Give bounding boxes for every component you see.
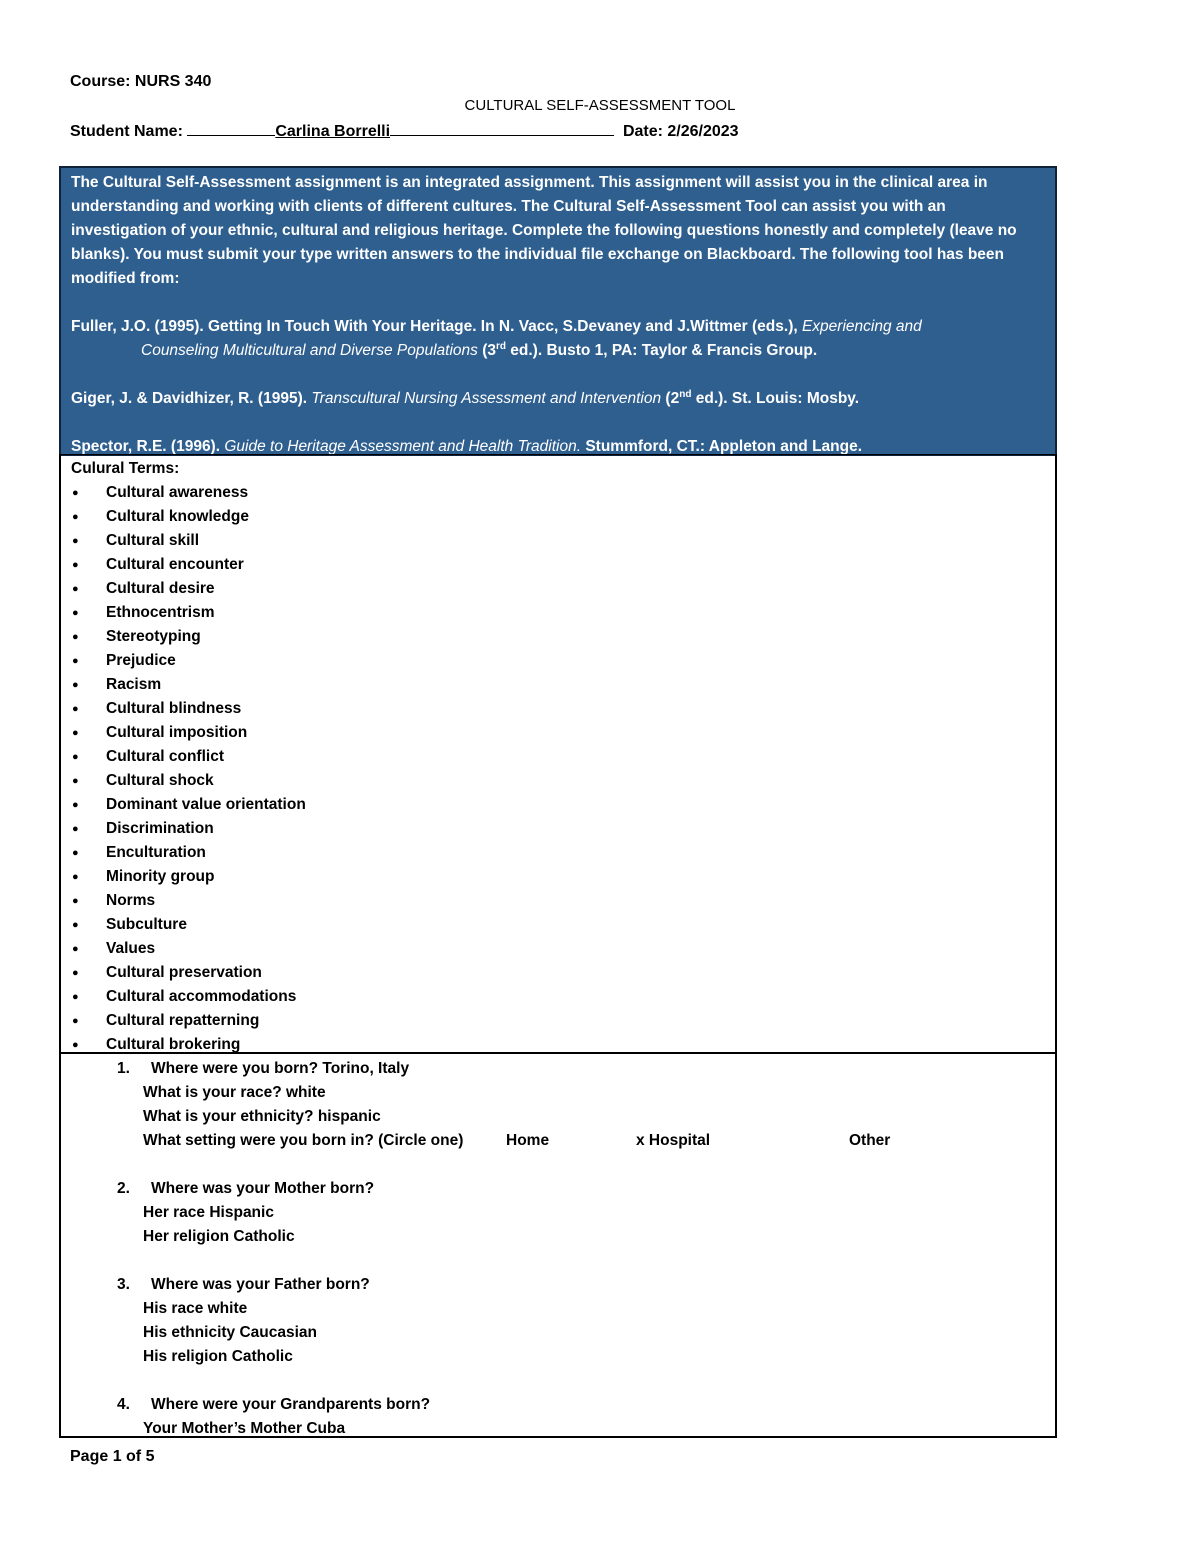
question-number: 3. bbox=[117, 1276, 130, 1293]
page-number: Page 1 of 5 bbox=[70, 1448, 155, 1465]
reference-text: (3 bbox=[477, 342, 496, 359]
question-2 bbox=[61, 1177, 1055, 1273]
term-item: ● Racism bbox=[71, 673, 1045, 697]
term-item: ● Prejudice bbox=[71, 649, 1045, 673]
terms-heading: Culural Terms: bbox=[71, 460, 180, 477]
questions-section bbox=[59, 1053, 1057, 1438]
instructions-box bbox=[59, 166, 1057, 456]
reference-text: ed.). Busto 1, PA: Taylor & Francis Group. bbox=[505, 342, 818, 359]
reference-italic: Counseling Multicultural and Diverse Populations bbox=[141, 342, 478, 359]
term-item: ● Values bbox=[71, 937, 1045, 961]
terms-list bbox=[71, 481, 1045, 1057]
term-item: ● Cultural imposition bbox=[71, 721, 1045, 745]
superscript: rd bbox=[495, 340, 506, 352]
term-item: ● Cultural shock bbox=[71, 769, 1045, 793]
reference-italic: Transcultural Nursing Assessment and Intervention bbox=[311, 390, 662, 407]
term-item: ● Cultural desire bbox=[71, 577, 1045, 601]
underline-blank bbox=[187, 121, 275, 136]
term-item: ● Cultural awareness bbox=[71, 481, 1045, 505]
term-item: ● Dominant value orientation bbox=[71, 793, 1045, 817]
reference-text: Stummford, CT.: Appleton and Lange. bbox=[581, 438, 863, 455]
question-1 bbox=[61, 1057, 1055, 1177]
term-item: ● Cultural preservation bbox=[71, 961, 1045, 985]
term-item: ● Cultural repatterning bbox=[71, 1009, 1045, 1033]
term-item: ● Cultural conflict bbox=[71, 745, 1045, 769]
question-text: Where was your Father born? bbox=[151, 1276, 370, 1293]
question-text: Where were your Grandparents born? bbox=[151, 1396, 431, 1413]
reference-italic: Guide to Heritage Assessment and Health Tradition. bbox=[224, 438, 582, 455]
answer-race: His race white bbox=[143, 1300, 248, 1317]
term-item: ● Cultural blindness bbox=[71, 697, 1045, 721]
question-number: 1. bbox=[117, 1060, 130, 1077]
question-number: 4. bbox=[117, 1396, 130, 1413]
reference-italic: Experiencing and bbox=[801, 318, 922, 335]
term-item: ● Ethnocentrism bbox=[71, 601, 1045, 625]
reference-text: ed.). St. Louis: Mosby. bbox=[691, 390, 860, 407]
cultural-terms-section bbox=[59, 454, 1057, 1054]
birth-setting-question: What setting were you born in? (Circle one) bbox=[143, 1132, 464, 1149]
option-home: Home bbox=[506, 1132, 550, 1149]
answer-race: What is your race? white bbox=[143, 1084, 326, 1101]
term-item: ● Cultural encounter bbox=[71, 553, 1045, 577]
reference-text: Giger, J. & Davidhizer, R. (1995). bbox=[71, 390, 312, 407]
answer-religion: Her religion Catholic bbox=[143, 1228, 295, 1245]
term-item: ● Cultural accommodations bbox=[71, 985, 1045, 1009]
student-name-value: Carlina Borrelli bbox=[275, 123, 391, 140]
term-item: ● Discrimination bbox=[71, 817, 1045, 841]
term-item: ● Cultural skill bbox=[71, 529, 1045, 553]
underline-blank bbox=[390, 121, 614, 136]
option-other: Other bbox=[849, 1132, 891, 1149]
term-item: ● Stereotyping bbox=[71, 625, 1045, 649]
reference-text: Fuller, J.O. (1995). Getting In Touch With Your Heritage. In N. Vacc, S.Devaney and J.Wittmer (eds.), bbox=[71, 318, 802, 335]
date-value: Date: 2/26/2023 bbox=[622, 123, 739, 140]
reference-fuller bbox=[71, 315, 1045, 363]
student-line bbox=[70, 121, 739, 141]
question-number: 2. bbox=[117, 1180, 130, 1197]
instructions-paragraph: The Cultural Self-Assessment assignment is an integrated assignment. This assignment will assist you in the clinical area in understanding and working with clients of different cultures. The Cultural Self-Assessment Tool can assist you with an investigation of your ethnic, cultural and religious heritage. Complete the following questions honestly and completely (leave no blanks). You must submit your type written answers to the individual file exchange on Blackboard. The following tool has been modified from: bbox=[71, 174, 1017, 287]
term-item: ● Minority group bbox=[71, 865, 1045, 889]
term-item: ● Enculturation bbox=[71, 841, 1045, 865]
answer-ethnicity: His ethnicity Caucasian bbox=[143, 1324, 318, 1341]
term-item: ● Subculture bbox=[71, 913, 1045, 937]
superscript: nd bbox=[679, 388, 692, 400]
term-item: ● Cultural knowledge bbox=[71, 505, 1045, 529]
reference-text: Spector, R.E. (1996). bbox=[71, 438, 225, 455]
answer-mothers-mother: Your Mother’s Mother Cuba bbox=[143, 1420, 346, 1437]
question-text: Where was your Mother born? bbox=[151, 1180, 375, 1197]
question-4 bbox=[61, 1393, 1055, 1441]
reference-giger bbox=[71, 387, 1045, 411]
answer-ethnicity: What is your ethnicity? hispanic bbox=[143, 1108, 381, 1125]
question-text: Where were you born? Torino, Italy bbox=[151, 1060, 410, 1077]
page-title: CULTURAL SELF-ASSESSMENT TOOL bbox=[464, 97, 736, 114]
reference-text: (2 bbox=[661, 390, 680, 407]
answer-race: Her race Hispanic bbox=[143, 1204, 274, 1221]
question-3 bbox=[61, 1273, 1055, 1393]
course-label: Course: NURS 340 bbox=[70, 73, 212, 90]
answer-religion: His religion Catholic bbox=[143, 1348, 293, 1365]
term-item: ● Cultural brokering bbox=[71, 1033, 1045, 1057]
term-item: ● Norms bbox=[71, 889, 1045, 913]
birth-setting-row bbox=[61, 1129, 1055, 1153]
student-name-label: Student Name: bbox=[70, 123, 188, 140]
option-hospital: x Hospital bbox=[636, 1132, 711, 1149]
